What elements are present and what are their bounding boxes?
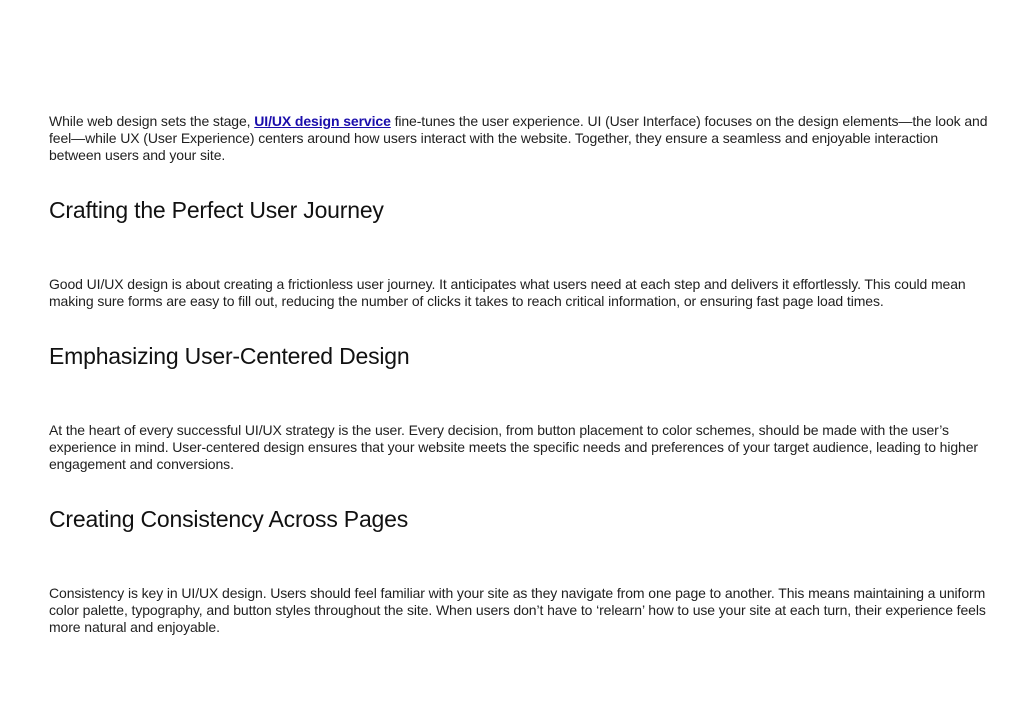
spacer bbox=[49, 533, 989, 585]
section-heading-user-centered: Emphasizing User-Centered Design bbox=[49, 343, 410, 369]
section-body-consistency: Consistency is key in UI/UX design. Users should feel familiar with your site as they navigate from one page to another. This means maintaining a uniform color palette, typography, and button styles throughout the site. When users don’t have to ‘relearn’ how to use your site at each turn, their experience feels more natural and enjoyable. bbox=[49, 585, 986, 635]
spacer bbox=[49, 224, 989, 276]
intro-text-before-link: While web design sets the stage, bbox=[49, 113, 255, 129]
intro-paragraph bbox=[49, 113, 989, 164]
section-body-user-centered: At the heart of every successful UI/UX strategy is the user. Every decision, from button placement to color schemes, should be made with the user’s experience in mind. User-centered design ensures that your website meets the specific needs and preferences of your target audience, leading to higher engagement and conversions. bbox=[49, 422, 978, 472]
spacer bbox=[49, 164, 989, 196]
ui-ux-design-service-link[interactable]: UI/UX design service bbox=[254, 113, 391, 129]
article-content bbox=[49, 113, 989, 636]
intro-text-after-link: fine-tunes the user experience. UI (User Interface) focuses on the design elements—the look and feel—while UX (User Experience) centers around how users interact with the website. Together, they ensure a seamless and enjoyable interaction between users and your site. bbox=[49, 113, 988, 163]
section-heading-consistency: Creating Consistency Across Pages bbox=[49, 506, 409, 532]
section-heading-user-journey: Crafting the Perfect User Journey bbox=[49, 197, 384, 223]
spacer bbox=[49, 370, 989, 422]
section-body-user-journey: Good UI/UX design is about creating a frictionless user journey. It anticipates what users need at each step and delivers it effortlessly. This could mean making sure forms are easy to fill out, reducing the number of clicks it takes to reach critical information, or ensuring fast page load times. bbox=[49, 276, 966, 309]
spacer bbox=[49, 473, 989, 505]
spacer bbox=[49, 310, 989, 342]
